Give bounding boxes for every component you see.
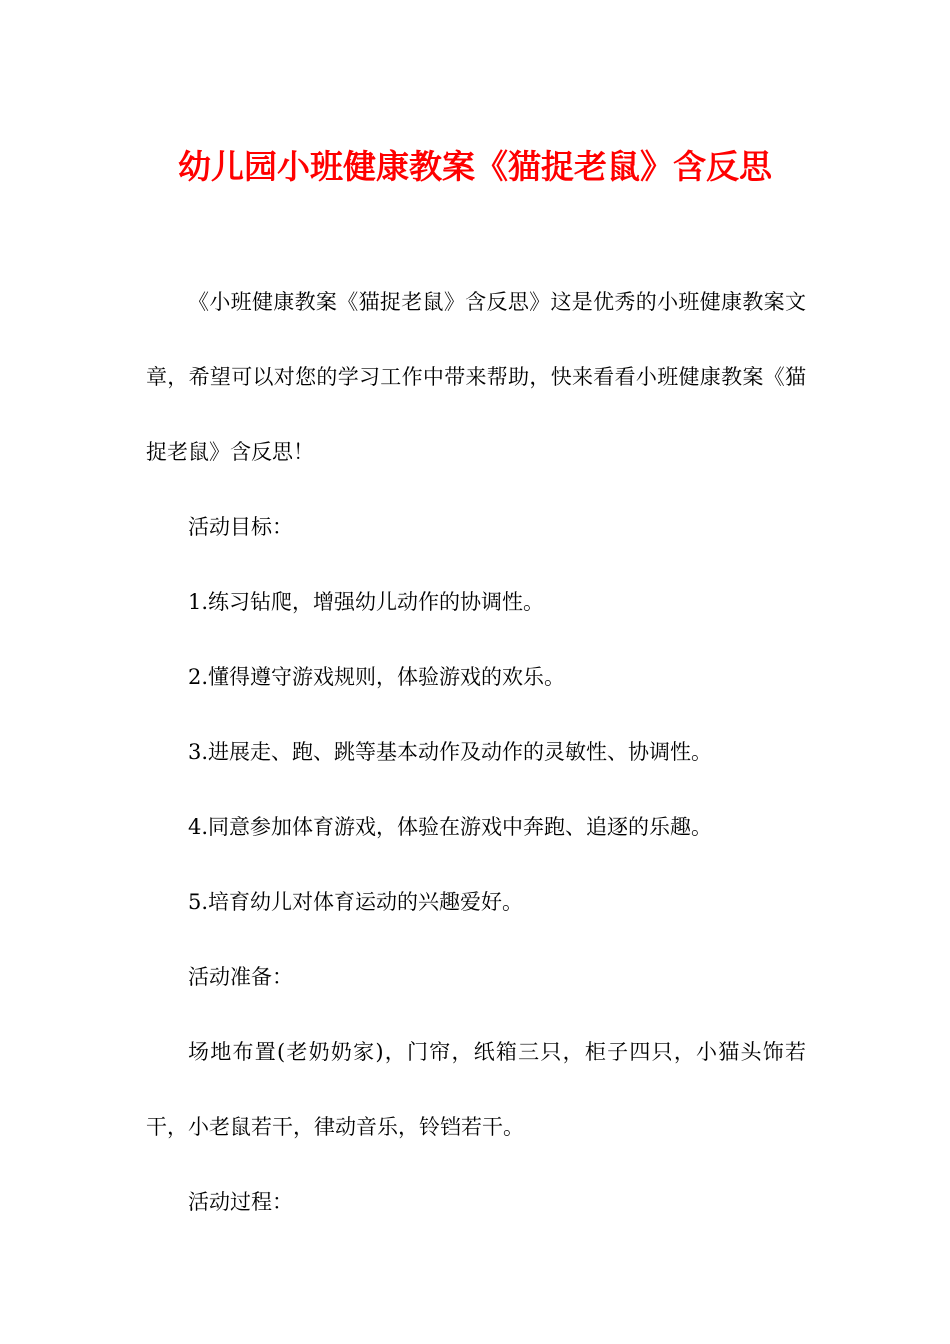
goal-item-5: 5.培育幼儿对体育运动的兴趣爱好。 bbox=[188, 890, 524, 914]
preparation-paragraph: 场地布置(老奶奶家)，门帘，纸箱三只，柜子四只，小猫头饰若干，小老鼠若干，律动音乐，铃铛若干。 bbox=[146, 1040, 806, 1139]
goal-item-1: 1.练习钻爬，增强幼儿动作的协调性。 bbox=[188, 590, 545, 614]
document-title: 幼儿园小班健康教案《猫捉老鼠》含反思 bbox=[178, 147, 772, 186]
goal-item-3: 3.进展走、跑、跳等基本动作及动作的灵敏性、协调性。 bbox=[188, 740, 713, 764]
intro-paragraph: 《小班健康教案《猫捉老鼠》含反思》这是优秀的小班健康教案文章，希望可以对您的学习工作中带来帮助，快来看看小班健康教案《猫捉老鼠》含反思！ bbox=[146, 290, 806, 464]
section-heading-preparation: 活动准备： bbox=[188, 965, 293, 989]
goal-item-2: 2.懂得遵守游戏规则，体验游戏的欢乐。 bbox=[188, 665, 566, 689]
section-heading-goals: 活动目标： bbox=[188, 515, 293, 539]
section-heading-process: 活动过程： bbox=[188, 1190, 293, 1214]
document-body bbox=[146, 265, 806, 1240]
goal-item-4: 4.同意参加体育游戏，体验在游戏中奔跑、追逐的乐趣。 bbox=[188, 815, 713, 839]
